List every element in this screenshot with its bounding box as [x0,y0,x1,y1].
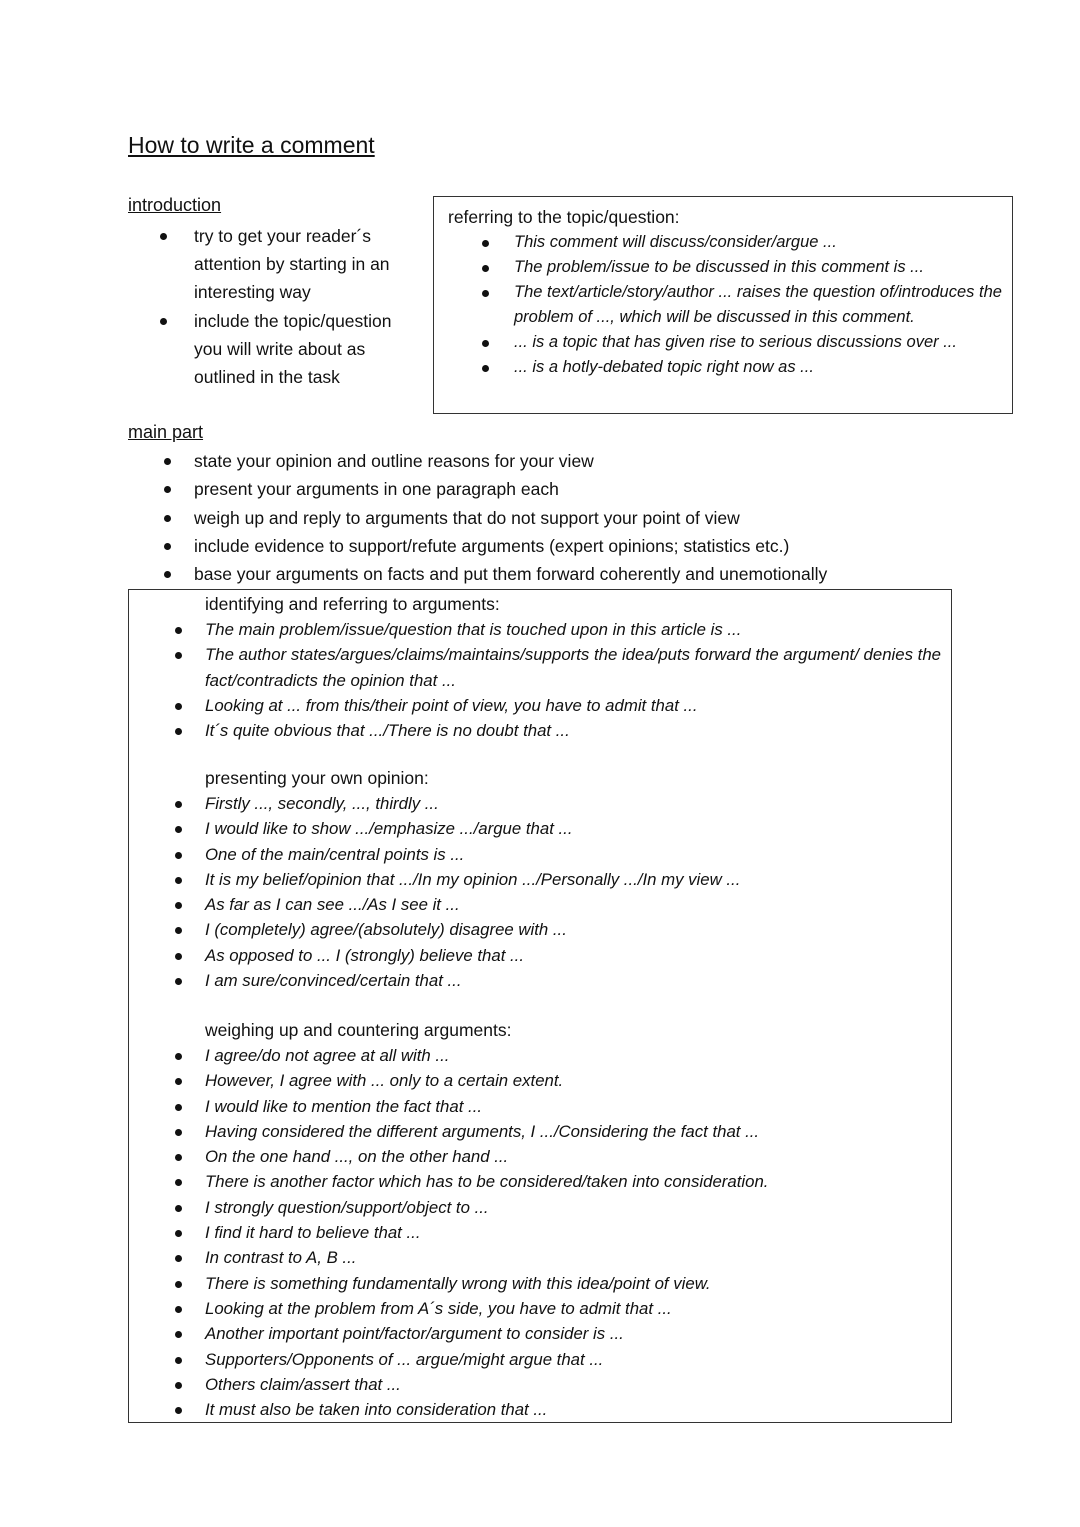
list-item: The problem/issue to be discussed in this comment is ... [514,255,1004,280]
list-item: present your arguments in one paragraph each [194,475,994,503]
list-item: The author states/argues/claims/maintains/supports the idea/puts forward the argument/ denies the fact/contradicts the opinion that ... [205,642,945,693]
introduction-list [194,222,422,391]
page-title: How to write a comment [128,132,375,158]
list-item: There is another factor which has to be considered/taken into consideration. [205,1169,945,1194]
list-item: There is something fundamentally wrong with this idea/point of view. [205,1271,945,1296]
list-item: As far as I can see .../As I see it ... [205,892,945,917]
list-item: Looking at the problem from A´s side, you have to admit that ... [205,1296,945,1321]
list-item: I (completely) agree/(absolutely) disagree with ... [205,917,945,942]
list-item: As opposed to ... I (strongly) believe that ... [205,943,945,968]
list-item: I am sure/convinced/certain that ... [205,968,945,993]
identifying-section [205,592,945,743]
list-item: I strongly question/support/object to ... [205,1195,945,1220]
main-part-heading: main part [128,422,204,442]
list-item: I would like to show .../emphasize .../argue that ... [205,816,945,841]
list-item: Having considered the different arguments, I .../Considering the fact that ... [205,1119,945,1144]
list-item: include evidence to support/refute arguments (expert opinions; statistics etc.) [194,532,994,560]
list-item: The main problem/issue/question that is touched upon in this article is ... [205,617,945,642]
list-item: Supporters/Opponents of ... argue/might argue that ... [205,1347,945,1372]
list-item: base your arguments on facts and put them forward coherently and unemotionally [194,560,994,588]
list-item: Looking at ... from this/their point of view, you have to admit that ... [205,693,945,718]
list-item: However, I agree with ... only to a certain extent. [205,1068,945,1093]
list-item: state your opinion and outline reasons for your view [194,447,994,475]
own-opinion-section [205,766,945,993]
introduction-heading: introduction [128,195,222,215]
list-item: It is my belief/opinion that .../In my opinion .../Personally .../In my view ... [205,867,945,892]
list-item: It´s quite obvious that .../There is no doubt that ... [205,718,945,743]
list-item: weigh up and reply to arguments that do not support your point of view [194,504,994,532]
topic-box-heading: referring to the topic/question: [448,207,680,227]
list-item: I agree/do not agree at all with ... [205,1043,945,1068]
topic-phrases-box [433,196,1013,414]
topic-phrase-list [514,230,1004,380]
identifying-list [205,617,945,743]
list-item: I would like to mention the fact that ... [205,1094,945,1119]
weighing-section [205,1018,945,1422]
list-item: ... is a topic that has given rise to serious discussions over ... [514,330,1004,355]
list-item: Others claim/assert that ... [205,1372,945,1397]
own-opinion-list [205,791,945,993]
list-item: In contrast to A, B ... [205,1245,945,1270]
own-opinion-heading: presenting your own opinion: [205,768,429,788]
list-item: The text/article/story/author ... raises the question of/introduces the problem of ..., which will be discussed in this comment. [514,280,1004,330]
list-item: include the topic/question you will write about as outlined in the task [194,307,422,392]
list-item: This comment will discuss/consider/argue ... [514,230,1004,255]
identifying-heading: identifying and referring to arguments: [205,594,500,614]
weighing-heading: weighing up and countering arguments: [205,1020,512,1040]
argument-phrases-box [128,589,952,1423]
list-item: One of the main/central points is ... [205,842,945,867]
list-item: try to get your reader´s attention by starting in an interesting way [194,222,422,307]
list-item: Another important point/factor/argument to consider is ... [205,1321,945,1346]
list-item: Firstly ..., secondly, ..., thirdly ... [205,791,945,816]
list-item: I find it hard to believe that ... [205,1220,945,1245]
list-item: It must also be taken into consideration that ... [205,1397,945,1422]
main-part-list [194,447,994,588]
list-item: On the one hand ..., on the other hand ... [205,1144,945,1169]
list-item: ... is a hotly-debated topic right now as ... [514,355,1004,380]
weighing-list [205,1043,945,1422]
